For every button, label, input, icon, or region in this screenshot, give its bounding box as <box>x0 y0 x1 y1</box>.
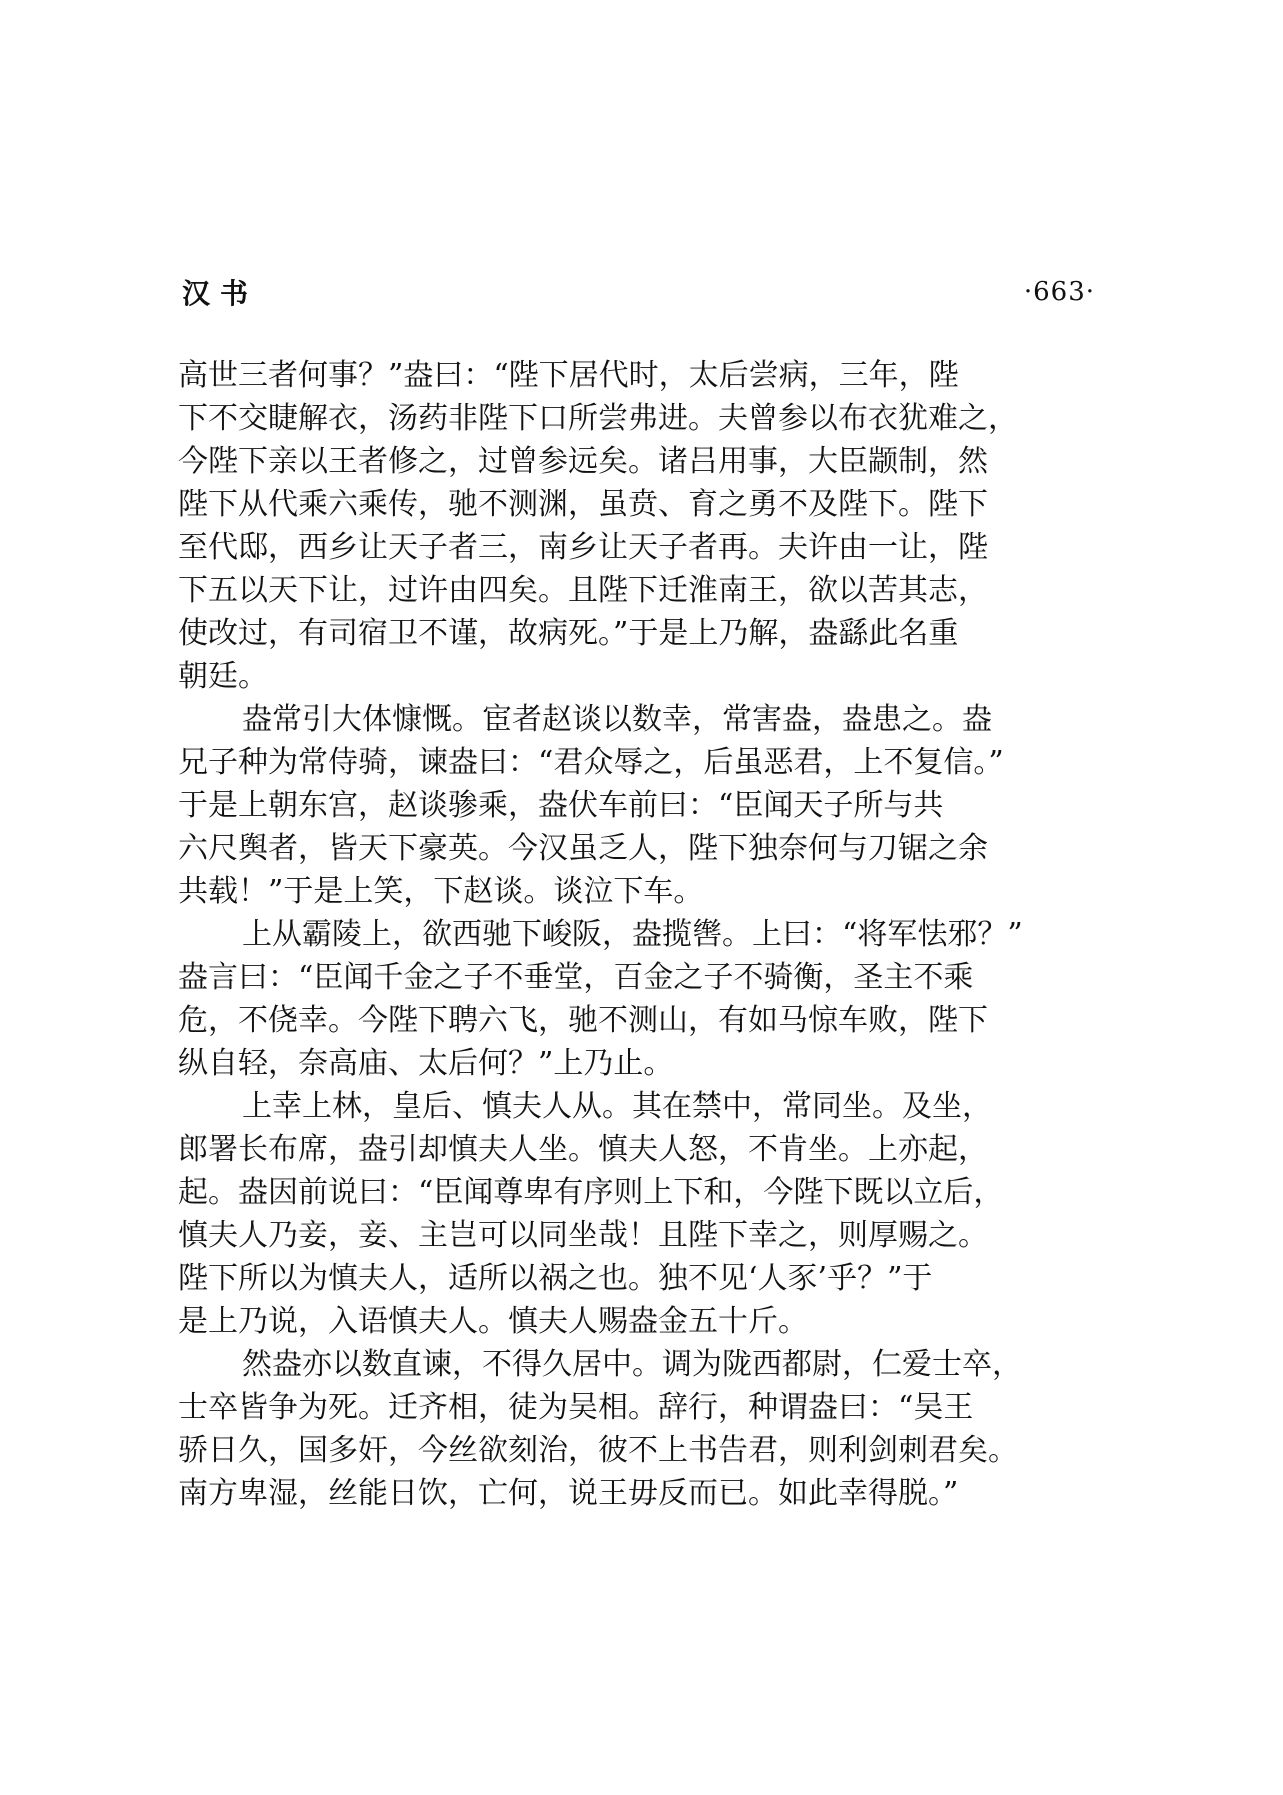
text-line: 于是上朝东宫，赵谈骖乘，盎伏车前曰：“臣闻天子所与共 <box>178 788 944 823</box>
body-text <box>178 354 1100 1515</box>
book-title: 汉书 <box>182 277 259 310</box>
text-line: 下不交睫解衣，汤药非陛下口所尝弗进。夫曾参以布衣犹难之， <box>178 401 1018 436</box>
text-line: 今陛下亲以王者修之，过曾参远矣。诸吕用事，大臣颛制，然 <box>178 444 988 479</box>
text-line: 危，不侥幸。今陛下聘六飞，驰不测山，有如马惊车败，陛下 <box>178 1003 988 1038</box>
text-line: 使改过，有司宿卫不谨，故病死。”于是上乃解，盎繇此名重 <box>178 616 959 651</box>
text-line: 下五以天下让，过许由四矣。且陛下迁淮南王，欲以苦其志， <box>178 573 988 608</box>
text-line: 高世三者何事？”盎曰：“陛下居代时，太后尝病，三年，陛 <box>178 358 959 393</box>
text-line: 士卒皆争为死。迁齐相，徒为吴相。辞行，种谓盎曰：“吴王 <box>178 1390 974 1425</box>
text-line: 郎署长布席，盎引却慎夫人坐。慎夫人怒，不肯坐。上亦起， <box>178 1132 988 1167</box>
paragraph-start-line: 上从霸陵上，欲西驰下峻阪，盎揽辔。上曰：“将军怯邪？” <box>242 917 1023 952</box>
text-line: 纵自轻，奈高庙、太后何？”上乃止。 <box>178 1046 674 1081</box>
text-line: 骄日久，国多奸，今丝欲刻治，彼不上书告君，则利剑刺君矣。 <box>178 1433 1018 1468</box>
text-line: 至代邸，西乡让天子者三，南乡让天子者再。夫许由一让，陛 <box>178 530 988 565</box>
text-line: 朝廷。 <box>178 659 268 694</box>
text-line: 陛下从代乘六乘传，驰不测渊，虽贲、育之勇不及陛下。陛下 <box>178 487 988 522</box>
page-number: ·663· <box>1023 277 1095 307</box>
paragraph-start-line: 上幸上林，皇后、慎夫人从。其在禁中，常同坐。及坐， <box>242 1089 992 1124</box>
text-line: 盎言曰：“臣闻千金之子不垂堂，百金之子不骑衡，圣主不乘 <box>178 960 974 995</box>
text-line: 慎夫人乃妾，妾、主岂可以同坐哉！且陛下幸之，则厚赐之。 <box>178 1218 988 1253</box>
text-line: 是上乃说，入语慎夫人。慎夫人赐盎金五十斤。 <box>178 1304 808 1339</box>
text-line: 南方卑湿，丝能日饮，亡何，说王毋反而已。如此幸得脱。” <box>178 1476 959 1511</box>
text-line: 兄子种为常侍骑，谏盎曰：“君众辱之，后虽恶君，上不复信。” <box>178 745 1004 780</box>
text-line: 陛下所以为慎夫人，适所以祸之也。独不见‘人豕’乎？”于 <box>178 1261 933 1296</box>
paragraph-start-line: 然盎亦以数直谏，不得久居中。调为陇西都尉，仁爱士卒， <box>242 1347 1022 1382</box>
paragraph-start-line: 盎常引大体慷慨。宦者赵谈以数幸，常害盎，盎患之。盎 <box>242 702 992 737</box>
page-header <box>182 272 1095 312</box>
text-line: 起。盎因前说曰：“臣闻尊卑有序则上下和，今陛下既以立后， <box>178 1175 1004 1210</box>
text-line: 共载！”于是上笑，下赵谈。谈泣下车。 <box>178 874 704 909</box>
text-line: 六尺舆者，皆天下豪英。今汉虽乏人，陛下独奈何与刀锯之余 <box>178 831 988 866</box>
